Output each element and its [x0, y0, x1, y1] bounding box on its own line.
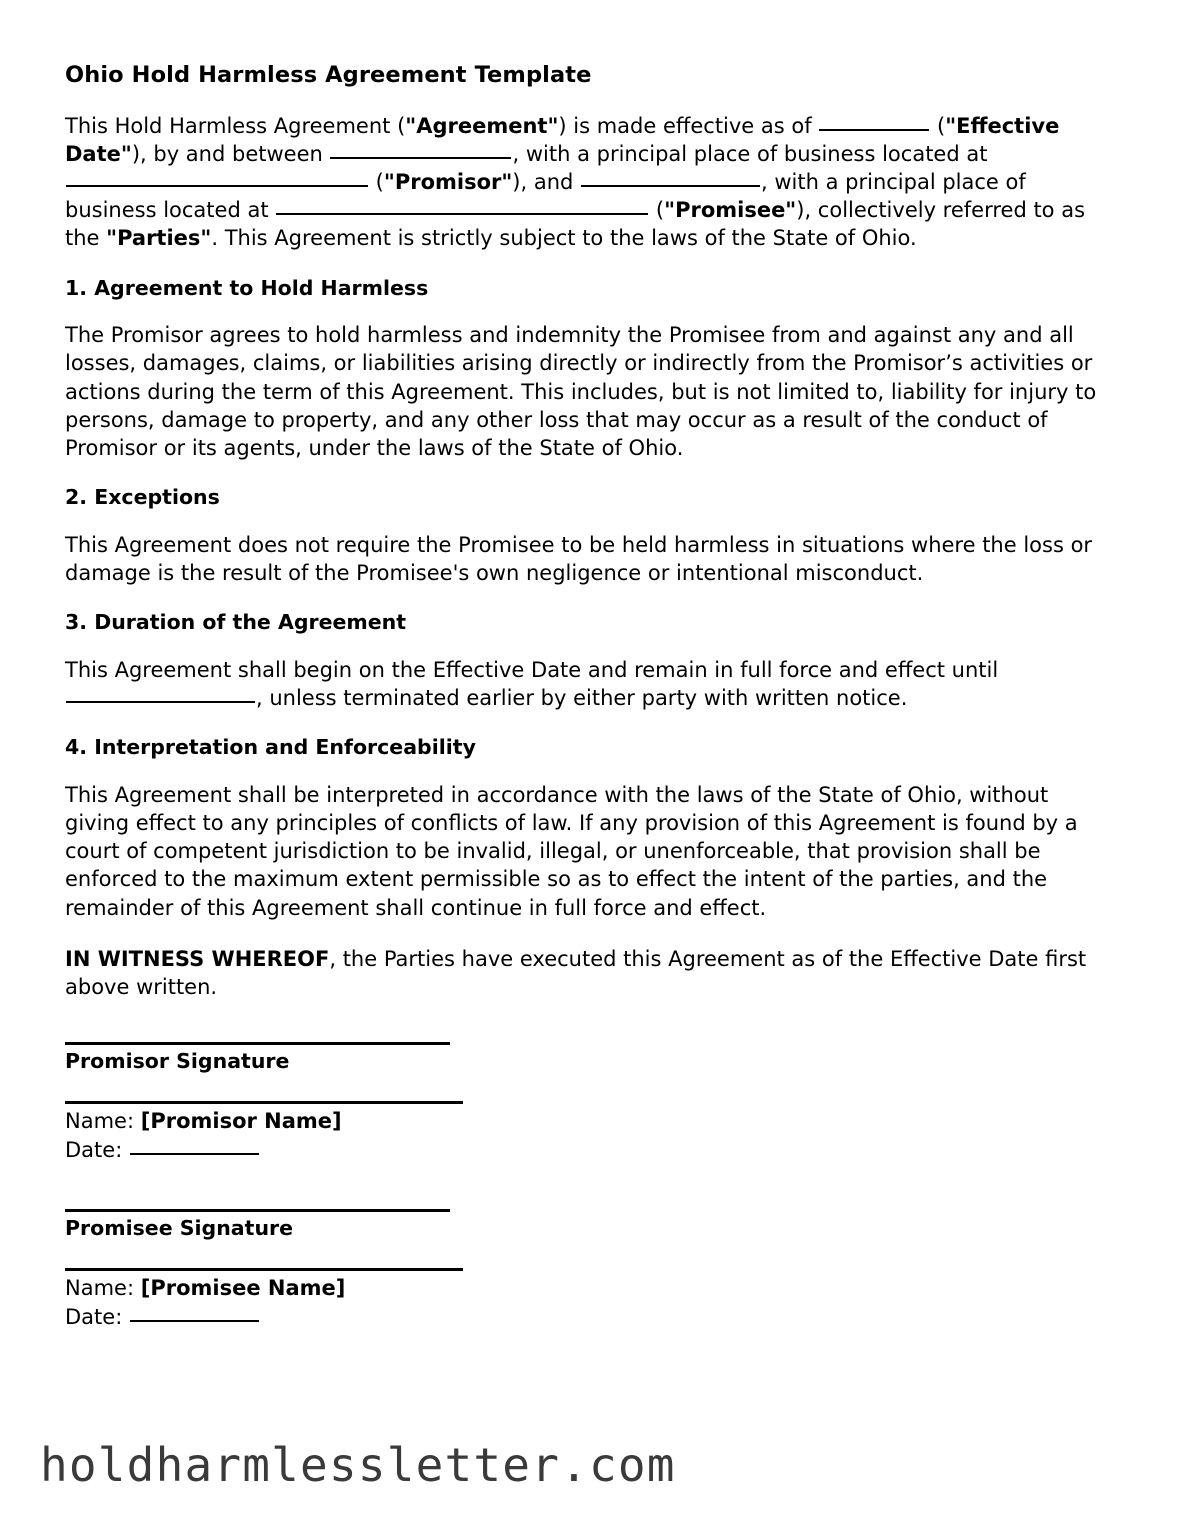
intro-segment-9: (	[649, 198, 665, 223]
term-promisor: "Promisor"	[383, 169, 513, 194]
blank-promisee-name[interactable]	[581, 170, 760, 187]
term-agreement: "Agreement"	[405, 113, 559, 138]
section-heading-4: 4. Interpretation and Enforceability	[65, 735, 476, 760]
promisor-signature-label: Promisor Signature	[65, 1049, 290, 1074]
intro-segment-10: ), collectively referred to as the	[65, 198, 1086, 251]
promisor-name-line	[65, 1107, 1112, 1136]
promisor-date-line	[65, 1136, 1112, 1165]
signature-block-promisor	[65, 1042, 1112, 1165]
intro-segment-4: ), by and between	[131, 141, 330, 166]
promisee-name-line	[65, 1274, 1112, 1303]
promisor-name-placeholder: [Promisor Name]	[140, 1108, 342, 1133]
section-body-2: This Agreement does not require the Promisee to be held harmless in situations where the loss or damage is the result of the Promisee's own negligence or intentional misconduct.	[65, 532, 1093, 585]
intro-segment-8: , with a principal place of business located at	[65, 169, 1026, 223]
intro-segment-2: ) is made effective as of	[558, 113, 819, 138]
witness-lead: IN WITNESS WHEREOF	[65, 946, 330, 971]
intro-segment-3: (	[930, 113, 946, 138]
blank-termination-date[interactable]	[66, 686, 255, 703]
page-title: Ohio Hold Harmless Agreement Template	[65, 62, 592, 88]
duration-text-part-2: , unless terminated earlier by either party with written notice.	[256, 685, 908, 710]
promisee-date-line	[65, 1303, 1112, 1332]
signature-block-promisee	[65, 1209, 1112, 1332]
term-parties: "Parties"	[106, 226, 212, 251]
signature-section	[65, 1042, 1112, 1331]
intro-segment-5: , with a principal place of business located at	[512, 141, 988, 166]
intro-segment-1: This Hold Harmless Agreement (	[65, 113, 406, 138]
promisor-name-prefix: Name:	[65, 1108, 141, 1133]
term-effective-date: "Effective Date"	[65, 113, 1060, 166]
promisor-signature-rule[interactable]	[65, 1042, 450, 1045]
duration-text-part-1: This Agreement shall begin on the Effective Date and remain in full force and effect until	[65, 657, 999, 682]
section-heading-2: 2. Exceptions	[65, 485, 220, 510]
intro-segment-11: . This Agreement is strictly subject to the laws of the State of Ohio.	[211, 226, 917, 251]
promisor-name-rule[interactable]	[65, 1101, 463, 1104]
promisee-signature-rule[interactable]	[65, 1209, 450, 1212]
blank-promisor-address[interactable]	[66, 170, 368, 187]
blank-promisor-name[interactable]	[330, 142, 511, 159]
section-body-3	[65, 656, 1112, 712]
promisee-signature-label: Promisee Signature	[65, 1215, 294, 1240]
term-promisee: "Promisee"	[664, 198, 797, 223]
section-body-1: The Promisor agrees to hold harmless and indemnity the Promisee from and against any and all losses, damages, claims, or liabilities arising directly or indirectly from the Promisor’s activities or actions during the term of this Agreement. This includes, but is not limited to, liability for injury to persons, damage to property, and any other loss that may occur as a result of the conduct of Promisor or its agents, under the laws of the State of Ohio.	[65, 323, 1097, 460]
intro-paragraph	[65, 112, 1112, 253]
witness-rest: , the Parties have executed this Agreement as of the Effective Date first above written.	[65, 946, 1087, 999]
promisee-name-placeholder: [Promisee Name]	[140, 1275, 346, 1300]
blank-promisee-date[interactable]	[130, 1305, 259, 1322]
section-heading-1: 1. Agreement to Hold Harmless	[65, 275, 429, 300]
footer-watermark: holdharmlessletter.com	[40, 1438, 676, 1492]
section-body-4: This Agreement shall be interpreted in accordance with the laws of the State of Ohio, without giving effect to any principles of conflicts of law. If any provision of this Agreement is found by a court of competent jurisdiction to be invalid, illegal, or unenforceable, that provision shall be enforced to the maximum extent permissible so as to effect the intent of the parties, and the remainder of this Agreement shall continue in full force and effect.	[65, 782, 1078, 920]
promisee-date-prefix: Date:	[65, 1305, 129, 1330]
promisor-date-prefix: Date:	[65, 1138, 129, 1163]
witness-paragraph	[65, 945, 1112, 1001]
intro-segment-7: ), and	[512, 169, 581, 194]
promisee-name-rule[interactable]	[65, 1268, 463, 1271]
promisee-name-prefix: Name:	[65, 1275, 141, 1300]
intro-segment-6: (	[369, 169, 384, 194]
blank-promisee-address[interactable]	[276, 198, 648, 215]
blank-promisor-date[interactable]	[130, 1138, 259, 1155]
blank-effective-date[interactable]	[819, 114, 929, 131]
section-heading-3: 3. Duration of the Agreement	[65, 610, 407, 635]
